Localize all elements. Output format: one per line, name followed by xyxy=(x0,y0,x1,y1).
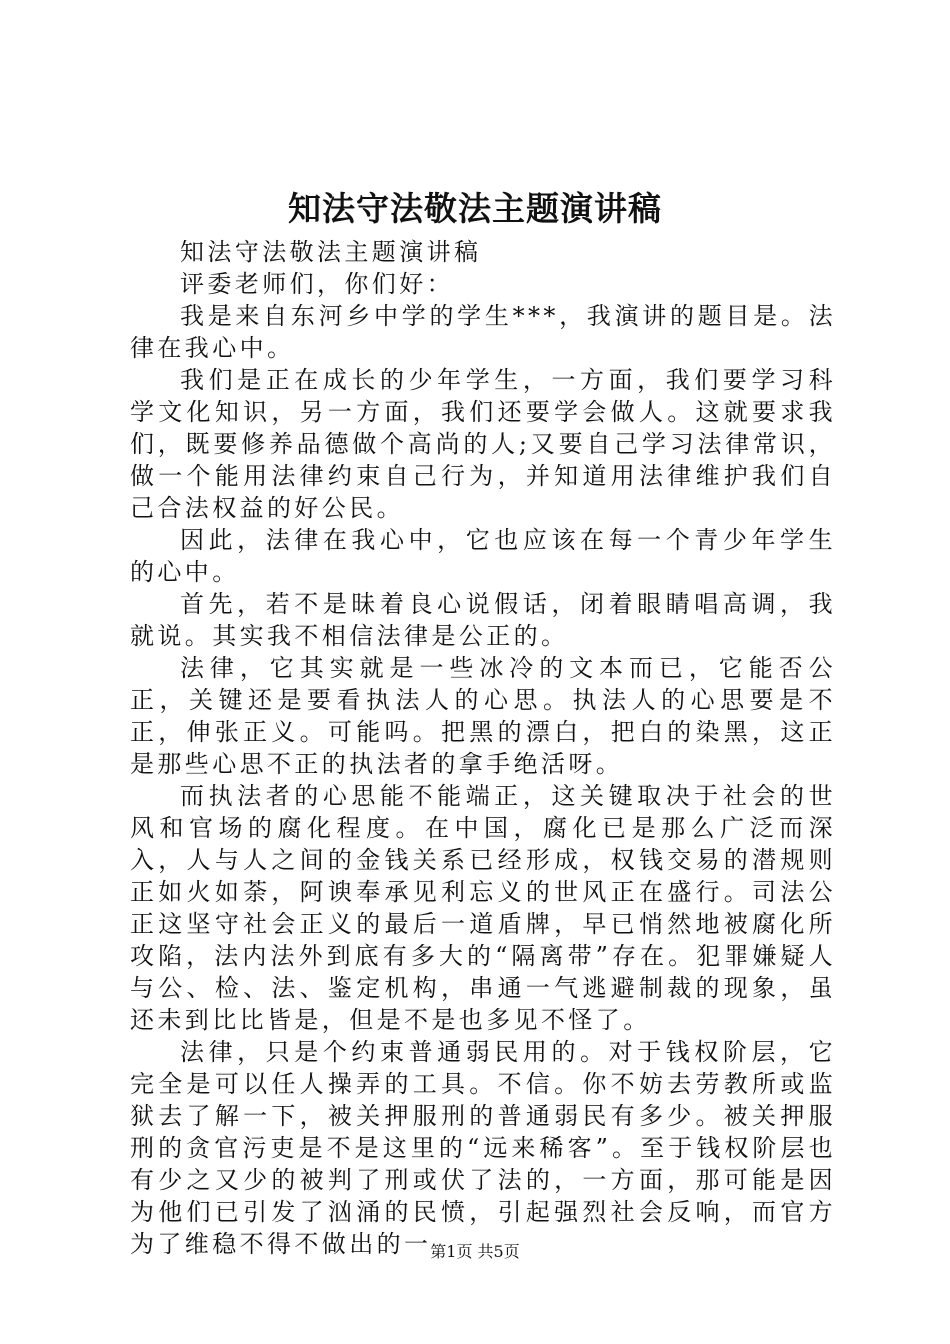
paragraph: 法律，只是个约束普通弱民用的。对于钱权阶层，它完全是可以任人操弄的工具。不信。你不妨去劳教所或监狱去了解一下，被关押服刑的普通弱民有多少。被关押服刑的贪官污吏是不是这里的“远来稀客”。至于钱权阶层也有少之又少的被判了刑或伏了法的，一方面，那可能是因为他们已引发了汹涌的民愤，引起强烈社会反响，而官方为了维稳不得不做出的一 xyxy=(130,1038,836,1258)
paragraph: 法律，它其实就是一些冰冷的文本而已，它能否公正，关键还是要看执法人的心思。执法人的心思要是不正，伸张正义。可能吗。把黑的漂白，把白的染黑，这正是那些心思不正的执法者的拿手绝活呀。 xyxy=(130,654,836,778)
document-title: 知法守法敬法主题演讲稿 xyxy=(288,189,662,228)
paragraph: 而执法者的心思能不能端正，这关键取决于社会的世风和官场的腐化程度。在中国，腐化已是那么广泛而深入，人与人之间的金钱关系已经形成，权钱交易的潜规则正如火如荼，阿谀奉承见利忘义的世风正在盛行。司法公正这坚守社会正义的最后一道盾牌，早已悄然地被腐化所攻陷，法内法外到底有多大的“隔离带”存在。犯罪嫌疑人与公、检、法、鉴定机构，串通一气逃避制裁的现象，虽还未到比比皆是，但是不是也多见不怪了。 xyxy=(130,782,836,1034)
paragraph: 我是来自东河乡中学的学生***，我演讲的题目是。法律在我心中。 xyxy=(130,302,836,362)
paragraph: 首先，若不是昧着良心说假话，闭着眼睛唱高调，我就说。其实我不相信法律是公正的。 xyxy=(130,590,836,650)
paragraph: 因此，法律在我心中，它也应该在每一个青少年学生的心中。 xyxy=(130,526,836,586)
paragraph: 我们是正在成长的少年学生，一方面，我们要学习科学文化知识，另一方面，我们还要学会做人。这就要求我们，既要修养品德做个高尚的人;又要自己学习法律常识，做一个能用法律约束自己行为，并知道用法律维护我们自己合法权益的好公民。 xyxy=(130,366,836,522)
page-footer: 第1页 共5页 xyxy=(430,1242,520,1261)
document-body xyxy=(130,236,836,1260)
paragraph: 知法守法敬法主题演讲稿 xyxy=(180,238,482,266)
paragraph: 评委老师们，你们好： xyxy=(180,270,454,298)
